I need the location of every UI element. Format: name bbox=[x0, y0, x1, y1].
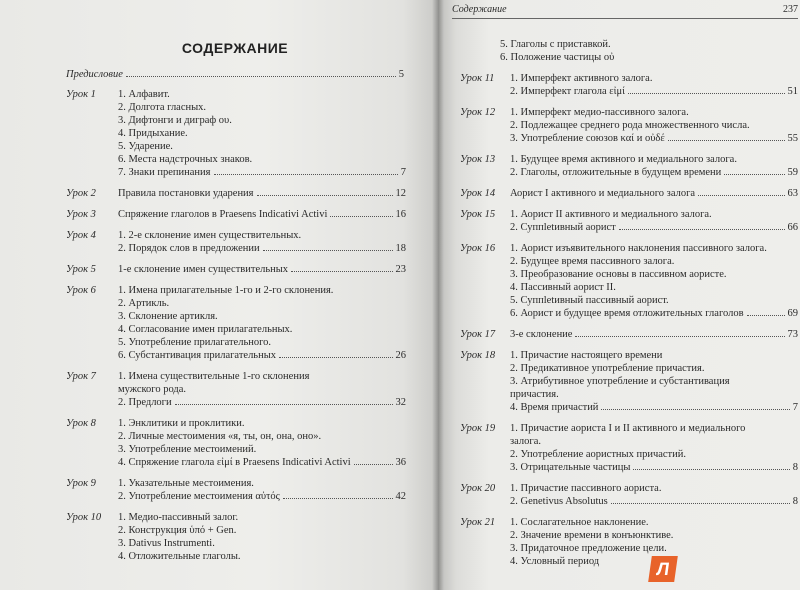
toc-lesson-label: Урок 20 bbox=[460, 483, 496, 494]
toc-item bbox=[510, 132, 798, 145]
toc-item bbox=[510, 328, 798, 341]
toc-item-text: 2. Суппletивный аорист bbox=[510, 222, 616, 233]
toc-lesson-items bbox=[118, 88, 406, 179]
toc-lesson-items bbox=[510, 242, 798, 320]
toc-leader-dots bbox=[628, 93, 785, 94]
toc-item: 1. Причастие настоящего времени bbox=[510, 350, 663, 361]
toc-lesson-items bbox=[118, 187, 406, 200]
toc-leader-dots bbox=[283, 498, 393, 499]
toc-lesson-label: Урок 21 bbox=[460, 517, 496, 528]
toc-lesson-items bbox=[510, 208, 798, 234]
toc-item bbox=[510, 166, 798, 179]
toc-item bbox=[118, 242, 406, 255]
toc-item: 1. Имена прилагательные 1-го и 2-го склонения. bbox=[118, 285, 334, 296]
toc-item: 3. Dativus Instrumenti. bbox=[118, 538, 215, 549]
toc-item: 3. Придаточное предложение цели. bbox=[510, 543, 667, 554]
toc-lesson-label: Урок 5 bbox=[66, 264, 96, 275]
toc-item: 5. Глаголы с приставкой. bbox=[500, 39, 611, 50]
page-number: 237 bbox=[783, 4, 798, 15]
toc-item: 4. Придыхание. bbox=[118, 128, 188, 139]
toc-item bbox=[118, 208, 406, 221]
toc-page-number: 66 bbox=[787, 222, 798, 233]
toc-item bbox=[510, 221, 798, 234]
toc-leader-dots bbox=[126, 76, 396, 77]
toc-lesson-items bbox=[118, 229, 406, 255]
toc-page-number: 7 bbox=[792, 402, 798, 413]
toc-item-text: Аорист I активного и медиального залога bbox=[510, 188, 696, 199]
toc-item: 2. Предикативное употребление причастия. bbox=[510, 363, 705, 374]
toc-preface-label: Предисловие bbox=[66, 69, 123, 80]
toc-page-number: 8 bbox=[792, 462, 798, 473]
toc-item: 1. Медио-пассивный залог. bbox=[118, 512, 239, 523]
running-header-title: Содержание bbox=[452, 4, 507, 15]
toc-lesson-label: Урок 12 bbox=[460, 107, 496, 118]
toc-item: 3. Атрибутивное употребление и субстантивация bbox=[510, 376, 730, 387]
toc-item-text: 6. Субстантивация прилагательных bbox=[118, 350, 277, 361]
toc-item-text: 4. Спряжение глагола εἰμί в Praesens Indicativi Activi bbox=[118, 457, 351, 468]
toc-item bbox=[510, 85, 798, 98]
toc-item: 3. Склонение артикля. bbox=[118, 311, 218, 322]
toc-item: 2. Значение времени в конъюнктиве. bbox=[510, 530, 674, 541]
toc-item bbox=[118, 349, 406, 362]
toc-leader-dots bbox=[291, 271, 392, 272]
toc-page-number: 55 bbox=[787, 133, 798, 144]
toc-item: 1. 2-е склонение имен существительных. bbox=[118, 230, 302, 241]
toc-item: 4. Условный период bbox=[510, 556, 600, 567]
toc-entry-preface bbox=[66, 68, 404, 81]
toc-lesson-items bbox=[118, 284, 406, 362]
toc-lesson-items bbox=[118, 208, 406, 221]
toc-lesson-label: Урок 17 bbox=[460, 329, 496, 340]
toc-item: 1. Будущее время активного и медиального залога. bbox=[510, 154, 737, 165]
toc-page-number: 36 bbox=[395, 457, 406, 468]
toc-lesson-label: Урок 2 bbox=[66, 188, 96, 199]
toc-item: 2. Подлежащее среднего рода множественного числа. bbox=[510, 120, 750, 131]
toc-page-number: 69 bbox=[787, 308, 798, 319]
toc-page-number: 7 bbox=[400, 167, 406, 178]
toc-item bbox=[510, 307, 798, 320]
toc-item bbox=[118, 263, 406, 276]
toc-item-text: 2. Имперфект глагола εἰμί bbox=[510, 86, 625, 97]
toc-page-number: 26 bbox=[395, 350, 406, 361]
toc-leader-dots bbox=[668, 140, 785, 141]
toc-lesson-items bbox=[510, 349, 798, 414]
toc-leader-dots bbox=[698, 195, 784, 196]
toc-leader-dots bbox=[575, 336, 784, 337]
toc-lesson-label: Урок 16 bbox=[460, 243, 496, 254]
toc-page-number: 51 bbox=[787, 86, 798, 97]
toc-item: 1. Имена существительные 1-го склонения bbox=[118, 371, 310, 382]
toc-page-number: 63 bbox=[787, 188, 798, 199]
toc-lesson-items bbox=[510, 153, 798, 179]
toc-leader-dots bbox=[611, 503, 790, 504]
toc-lesson-items bbox=[510, 72, 798, 98]
toc-item: 5. Ударение. bbox=[118, 141, 173, 152]
toc-item: 5. Суппletивный пассивный аорист. bbox=[510, 295, 669, 306]
toc-lesson-items bbox=[118, 417, 406, 469]
toc-item: 3. Преобразование основы в пассивном аористе. bbox=[510, 269, 727, 280]
toc-item: мужского рода. bbox=[118, 384, 187, 395]
toc-item: 3. Употребление местоимений. bbox=[118, 444, 257, 455]
toc-item: залога. bbox=[510, 436, 541, 447]
toc-item: 1. Причастие пассивного аориста. bbox=[510, 483, 662, 494]
toc-leader-dots bbox=[263, 250, 393, 251]
toc-lesson-label: Урок 8 bbox=[66, 418, 96, 429]
toc-item bbox=[510, 401, 798, 414]
toc-leader-dots bbox=[257, 195, 393, 196]
toc-lesson-items bbox=[510, 106, 798, 145]
toc-lesson-items bbox=[510, 187, 798, 200]
toc-item: 1. Указательные местоимения. bbox=[118, 478, 254, 489]
toc-lesson-label: Урок 6 bbox=[66, 285, 96, 296]
toc-item-text: Спряжение глаголов в Praesens Indicativi Activi bbox=[118, 209, 328, 220]
toc-item: 4. Пассивный аорист II. bbox=[510, 282, 616, 293]
toc-item: 1. Имперфект медио-пассивного залога. bbox=[510, 107, 689, 118]
toc-item-text: 2. Genetivus Absolutus bbox=[510, 496, 608, 507]
toc-leader-dots bbox=[330, 216, 392, 217]
toc-item: 2. Будущее время пассивного залога. bbox=[510, 256, 675, 267]
toc-lesson-items bbox=[510, 482, 798, 508]
toc-item bbox=[510, 461, 798, 474]
toc-item-text: 7. Знаки препинания bbox=[118, 167, 211, 178]
toc-lesson-label: Урок 19 bbox=[460, 423, 496, 434]
toc-lesson-items bbox=[118, 370, 406, 409]
toc-leader-dots bbox=[619, 229, 785, 230]
toc-item bbox=[118, 166, 406, 179]
toc-item-text: 6. Аорист и будущее время отложительных глаголов bbox=[510, 308, 744, 319]
toc-lesson-label: Урок 18 bbox=[460, 350, 496, 361]
toc-leader-dots bbox=[724, 174, 784, 175]
toc-continuation bbox=[500, 38, 614, 64]
toc-page-number: 23 bbox=[395, 264, 406, 275]
toc-lesson-label: Урок 4 bbox=[66, 230, 96, 241]
toc-page-number: 32 bbox=[395, 397, 406, 408]
toc-item: 2. Артикль. bbox=[118, 298, 170, 309]
toc-item: 6. Места надстрочных знаков. bbox=[118, 154, 253, 165]
toc-item: 2. Конструкция ὑπό + Gen. bbox=[118, 525, 237, 536]
toc-lesson-label: Урок 9 bbox=[66, 478, 96, 489]
toc-item: 5. Употребление прилагательного. bbox=[118, 337, 272, 348]
toc-item: 1. Сослагательное наклонение. bbox=[510, 517, 649, 528]
toc-page-number: 12 bbox=[395, 188, 406, 199]
toc-page-number: 42 bbox=[395, 491, 406, 502]
toc-page-number: 73 bbox=[787, 329, 798, 340]
toc-item: 6. Положение частицы οὐ bbox=[500, 52, 615, 63]
toc-lesson-label: Урок 11 bbox=[460, 73, 495, 84]
toc-item bbox=[118, 490, 406, 503]
toc-item: 1. Аорист изъявительного наклонения пассивного залога. bbox=[510, 243, 767, 254]
toc-item-text: 2. Употребление местоимения αὐτός bbox=[118, 491, 280, 502]
toc-leader-dots bbox=[747, 315, 785, 316]
toc-item: 1. Алфавит. bbox=[118, 89, 170, 100]
toc-page-number: 18 bbox=[395, 243, 406, 254]
toc-item bbox=[118, 396, 406, 409]
toc-page-number: 16 bbox=[395, 209, 406, 220]
toc-item: 4. Отложительные глаголы. bbox=[118, 551, 241, 562]
toc-lesson-items bbox=[118, 477, 406, 503]
toc-leader-dots bbox=[601, 409, 789, 410]
toc-lesson-label: Урок 7 bbox=[66, 371, 96, 382]
toc-item: 1. Имперфект активного залога. bbox=[510, 73, 653, 84]
toc-lesson-items bbox=[510, 328, 798, 341]
toc-item bbox=[66, 68, 404, 81]
toc-item: 1. Причастие аориста I и II активного и медиального bbox=[510, 423, 746, 434]
toc-leader-dots bbox=[633, 469, 789, 470]
toc-item-text: 2. Предлоги bbox=[118, 397, 172, 408]
toc-item bbox=[510, 495, 798, 508]
toc-item-text: 1-е склонение имен существительных bbox=[118, 264, 289, 275]
toc-page-number: 8 bbox=[792, 496, 798, 507]
toc-page-number: 5 bbox=[398, 69, 404, 80]
toc-page-number: 59 bbox=[787, 167, 798, 178]
toc-item: 3. Дифтонги и диграф ου. bbox=[118, 115, 232, 126]
toc-lesson-label: Урок 10 bbox=[66, 512, 102, 523]
toc-lesson-label: Урок 13 bbox=[460, 154, 496, 165]
toc-leader-dots bbox=[279, 357, 392, 358]
toc-lesson-label: Урок 14 bbox=[460, 188, 496, 199]
toc-leader-dots bbox=[354, 464, 393, 465]
toc-lesson-items bbox=[118, 263, 406, 276]
toc-item-text: 4. Время причастий bbox=[510, 402, 599, 413]
toc-lesson-label: Урок 1 bbox=[66, 89, 96, 100]
toc-item-text: 3. Отрицательные частицы bbox=[510, 462, 631, 473]
toc-item-text: 3-е склонение bbox=[510, 329, 573, 340]
toc-lesson-items bbox=[510, 422, 798, 474]
toc-item bbox=[118, 187, 406, 200]
toc-lesson-items bbox=[118, 511, 406, 563]
toc-item bbox=[118, 456, 406, 469]
toc-leader-dots bbox=[214, 174, 398, 175]
toc-item-text: 3. Употребление союзов καί и οὐδέ bbox=[510, 133, 665, 144]
toc-item-text: 2. Порядок слов в предложении bbox=[118, 243, 260, 254]
toc-item-text: 2. Глаголы, отложительные в будущем времени bbox=[510, 167, 722, 178]
toc-item: 2. Долгота гласных. bbox=[118, 102, 207, 113]
right-page bbox=[438, 0, 800, 590]
toc-lesson-label: Урок 15 bbox=[460, 209, 496, 220]
toc-item-text: Правила постановки ударения bbox=[118, 188, 254, 199]
toc-item: причастия. bbox=[510, 389, 559, 400]
toc-item: 2. Употребление аористных причастий. bbox=[510, 449, 686, 460]
toc-item: 2. Личные местоимения «я, ты, он, она, оно». bbox=[118, 431, 322, 442]
running-header bbox=[452, 4, 798, 19]
book-gutter bbox=[432, 0, 444, 590]
toc-item: 1. Аорист II активного и медиального залога. bbox=[510, 209, 712, 220]
watermark-logo-icon: Л bbox=[648, 556, 678, 582]
toc-item bbox=[510, 187, 798, 200]
page-title: СОДЕРЖАНИЕ bbox=[181, 40, 289, 56]
toc-item: 4. Согласование имен прилагательных. bbox=[118, 324, 293, 335]
toc-lesson-label: Урок 3 bbox=[66, 209, 96, 220]
toc-item: 1. Энклитики и проклитики. bbox=[118, 418, 245, 429]
toc-leader-dots bbox=[175, 404, 393, 405]
